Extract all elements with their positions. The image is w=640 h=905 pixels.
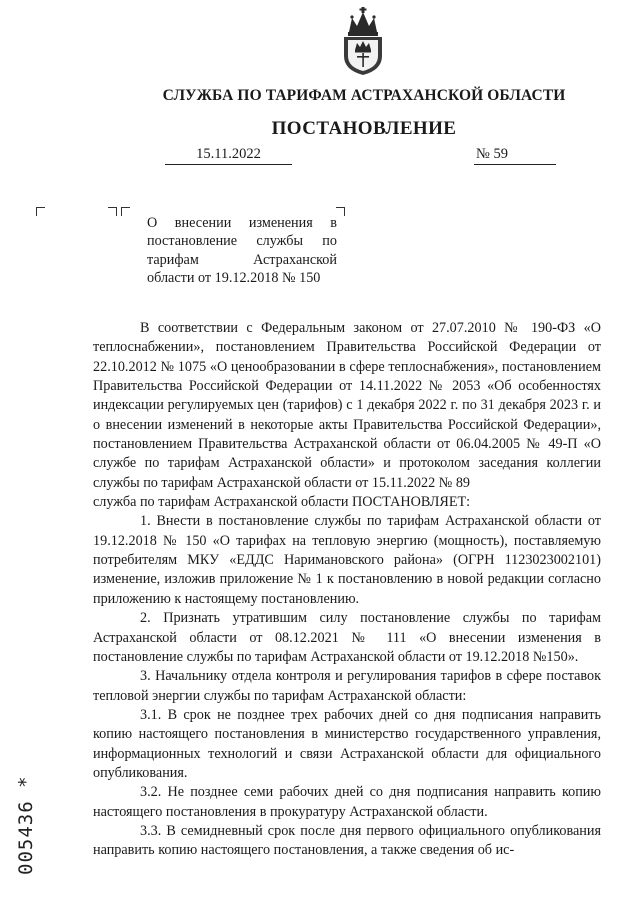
item-2-paragraph: 2. Признать утратившим силу постановление службы по тарифам Астраханской области от 08.12.2021 № 111 «О внесении изменения в постановление службы по тарифам Астраханской области от 19.12.2018 №150».	[93, 610, 601, 665]
preamble-paragraph: В соответствии с Федеральным законом от 27.07.2010 № 190-ФЗ «О теплоснабжении», постановлением Правительства Российской Федерации от 22.10.2012 № 1075 «О ценообразовании в сфере теплоснабжения», постановлением Правительства Российской Федерации от 14.11.2022 № 2053 «Об особенностях индексации регулируемых цен (тарифов) с 1 декабря 2022 г. по 31 декабря 2023 г. и о внесении изменений в некоторые акты Правительства Российской Федерации», постановлением Правительства Астраханской области от 06.04.2005 № 49-П «О службе по тарифам Астраханской области» и протоколом заседания коллегии службы по тарифам Астраханской области от 15.11.2022 № 89	[93, 320, 601, 491]
registration-number: 005436 *	[15, 775, 37, 875]
corner-mark-top-left-b	[121, 207, 130, 216]
item-3-paragraph: 3. Начальнику отдела контроля и регулирования тарифов в сфере поставок тепловой энергии службы по тарифам Астраханской области:	[93, 668, 601, 704]
coat-of-arms-icon	[340, 6, 386, 76]
corner-mark-top-right	[336, 207, 345, 216]
item-3-3-paragraph: 3.3. В семидневный срок после дня первого официального опубликования направить копию настоящего постановления, а также сведения об ис-	[93, 822, 601, 859]
document-number: № 59	[476, 146, 508, 162]
item-1-paragraph: 1. Внести в постановление службы по тарифам Астраханской области от 19.12.2018 № 150 «О тарифах на тепловую энергию (мощность), поставляемую потребителям МКУ «ЕДДС Наримановского района» (ОГРН 1123023002101) изменение, изложив приложение № 1 к постановлению в новой редакции согласно приложению к настоящему постановлению.	[93, 513, 601, 607]
document-body	[93, 319, 601, 861]
item-3-2-paragraph: 3.2. Не позднее семи рабочих дней со дня подписания направить копию настоящего постановления в прокуратуру Астраханской области.	[93, 784, 601, 820]
registration-stamp	[10, 760, 40, 890]
agency-name: СЛУЖБА ПО ТАРИФАМ АСТРАХАНСКОЙ ОБЛАСТИ	[162, 87, 566, 104]
corner-mark-top-left	[36, 207, 45, 216]
corner-mark-top-right-a	[108, 207, 117, 216]
document-type-title: ПОСТАНОВЛЕНИЕ	[271, 118, 457, 139]
document-number-field	[474, 146, 556, 165]
resolves-paragraph: служба по тарифам Астраханской области ПОСТАНОВЛЯЕТ:	[93, 494, 471, 511]
document-subject: О внесении изменения в постановление службы по тарифам Астраханской области от 19.12.2018 № 150	[147, 215, 337, 287]
item-3-1-paragraph: 3.1. В срок не позднее трех рабочих дней со дня подписания направить копию настоящего постановления в министерство государственного управления, информационных технологий и связи Астраханской области для официального опубликования.	[93, 706, 601, 781]
document-date: 15.11.2022	[165, 146, 292, 165]
